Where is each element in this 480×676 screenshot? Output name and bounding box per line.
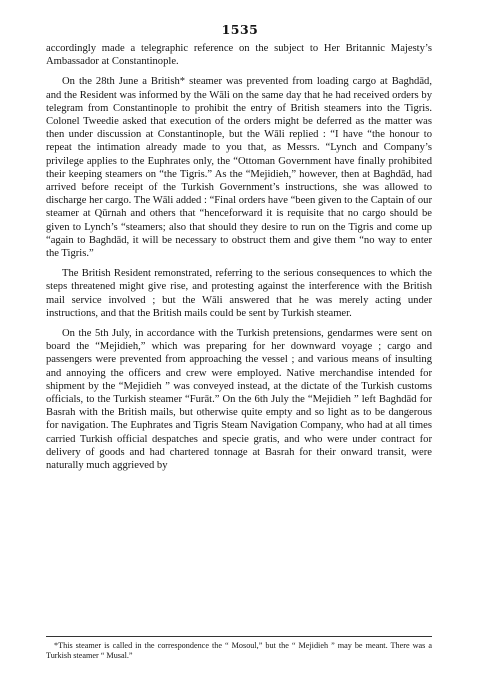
- body-text: [46, 42, 432, 479]
- page-number: 1535: [221, 22, 259, 37]
- paragraph: On the 5th July, in accordance with the Turkish pretensions, gendarmes were sent on board the “Mejidieh,” which was preparing for her downward voyage ; cargo and passengers were prevented from approaching the vessel ; and various means of insulting and annoying the officers and crew were employed. Native merchandise intended for shipment by the “Mejidieh ” was conveyed instead, at the dictate of the Turkish customs officials, to the Turkish steamer “Furāt.” On the 6th July the “Mejidieh ” left Baghdād for Basrah with the British mails, but otherwise quite empty and so light as to be dangerous for navigation. The Euphrates and Tigris Steam Navigation Company, who had at all times carried Turkish official despatches and specie gratis, and who were under contract for delivery of goods and had chartered tonnage at Basrah for their onward transit, were naturally much aggrieved by: [46, 328, 432, 472]
- footnote-divider: [46, 636, 432, 637]
- paragraph: accordingly made a telegraphic reference on the subject to Her Britannic Majesty’s Ambassador at Constantinople.: [46, 43, 432, 68]
- paragraph: On the 28th June a British* steamer was prevented from loading cargo at Baghdād, and the Resident was informed by the Wāli on the same day that he had received orders by telegram from Constantinople to prohibit the entry of British steamers into the Tigris. Colonel Tweedie asked that execution of the orders might be deferred as the matter was then under discussion at Constantinople, but the Wāli replied : “I have “the honour to repeat the intimation already made to you that, as Messrs. “Lynch and Company’s privilege applies to the Euphrates only, the “Ottoman Government have finally prohibited their keeping steamers on “the Tigris.” As the “Mejidieh,” however, then at Baghdād, had arrived before receipt of the Turkish Government’s instructions, she was allowed to discharge her cargo. The Wāli added : “Final orders have “been given to the Captain of our steamer at Qūrnah and others that “henceforward it is requisite that no cargo should be given to Lynch’s “steamers; also that should they desire to run on the Tigris and come up “again to Baghdād, it will be necessary to obstruct them and give them “no way to enter the Tigris.”: [46, 76, 432, 260]
- footnote: *This steamer is called in the correspondence the “ Mosoul,” but the “ Mejidieh ” may be meant. There was a Turkish steamer “ Musal.”: [46, 641, 432, 660]
- paragraph: The British Resident remonstrated, referring to the serious consequences to which the steps threatened might give rise, and protesting against the interference with the British mail service involved ; but the Wāli answered that he was merely acting under instructions, and that the British mails could be sent by Turkish steamer.: [46, 268, 432, 319]
